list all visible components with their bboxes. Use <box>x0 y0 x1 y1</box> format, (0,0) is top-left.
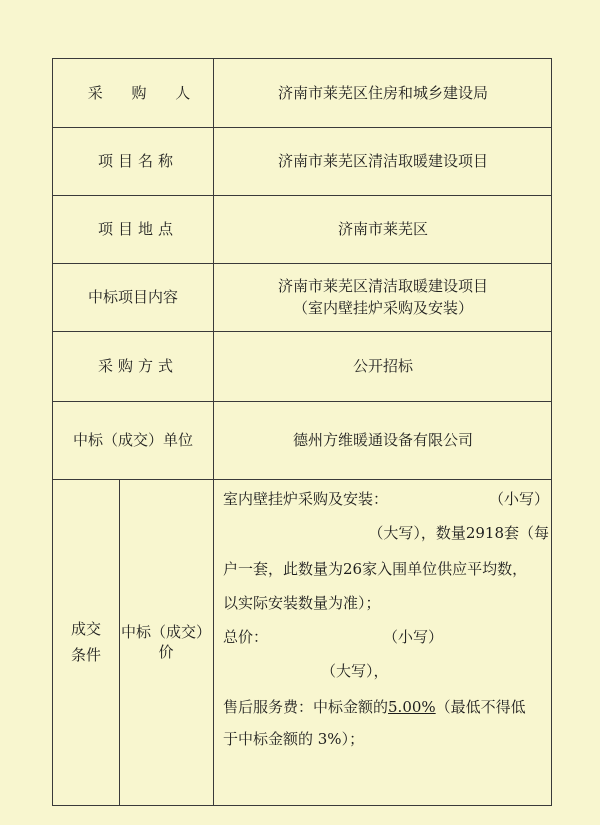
value-purchaser: 济南市莱芜区住房和城乡建设局 <box>277 84 488 102</box>
label-bid-price <box>119 479 213 805</box>
terms-line-last: 于中标金额的 3%）； <box>223 730 365 748</box>
service-fee-label: 售后服务费：中标金额的 <box>223 698 389 716</box>
label-procurement-method: 采购方式 <box>97 357 178 375</box>
bid-price-label-line2: 价 <box>158 643 174 661</box>
conditions-text <box>223 485 549 795</box>
value-winning-bidder: 德州方维暖通设备有限公司 <box>292 431 473 449</box>
column-divider <box>213 479 214 805</box>
value-procurement-method: 公开招标 <box>352 357 413 375</box>
value-bid-content <box>213 263 553 331</box>
label-winning-bidder: 中标（成交）单位 <box>72 431 193 449</box>
bid-content-line2: （室内壁挂炉采购及安装） <box>292 299 473 317</box>
conditions-label-line2: 条件 <box>70 646 101 664</box>
terms-lower-case-1: （小写） <box>488 490 549 508</box>
terms-line-2: （大写），数量2918套（每 <box>368 524 549 542</box>
label-project-name: 项目名称 <box>97 152 178 170</box>
label-bid-content: 中标项目内容 <box>87 288 178 306</box>
value-project-name: 济南市莱芜区清洁取暖建设项目 <box>277 152 488 170</box>
terms-total-label: 总价： <box>223 628 269 646</box>
bid-price-label-line1: 中标（成交） <box>120 623 211 641</box>
terms-line-1: 室内壁挂炉采购及安装： <box>223 490 389 508</box>
service-fee-rate: 5.00% <box>388 698 436 716</box>
terms-line-4: 以实际安装数量为准）； <box>223 594 381 612</box>
terms-upper-case-2: （大写）， <box>321 662 389 680</box>
bid-content-line1: 济南市莱芜区清洁取暖建设项目 <box>277 277 488 295</box>
service-fee-note: （最低不得低 <box>435 698 526 716</box>
value-project-location: 济南市莱芜区 <box>337 220 428 238</box>
label-conditions <box>53 479 119 805</box>
terms-lower-case-2: （小写） <box>383 628 444 646</box>
terms-line-3: 户一套，此数量为26家入围单位供应平均数， <box>223 560 528 578</box>
label-project-location: 项目地点 <box>97 220 178 238</box>
terms-service-fee <box>223 695 526 719</box>
conditions-label-line1: 成交 <box>70 620 101 638</box>
bid-result-table <box>52 58 552 806</box>
label-purchaser: 采 购 人 <box>87 84 203 102</box>
